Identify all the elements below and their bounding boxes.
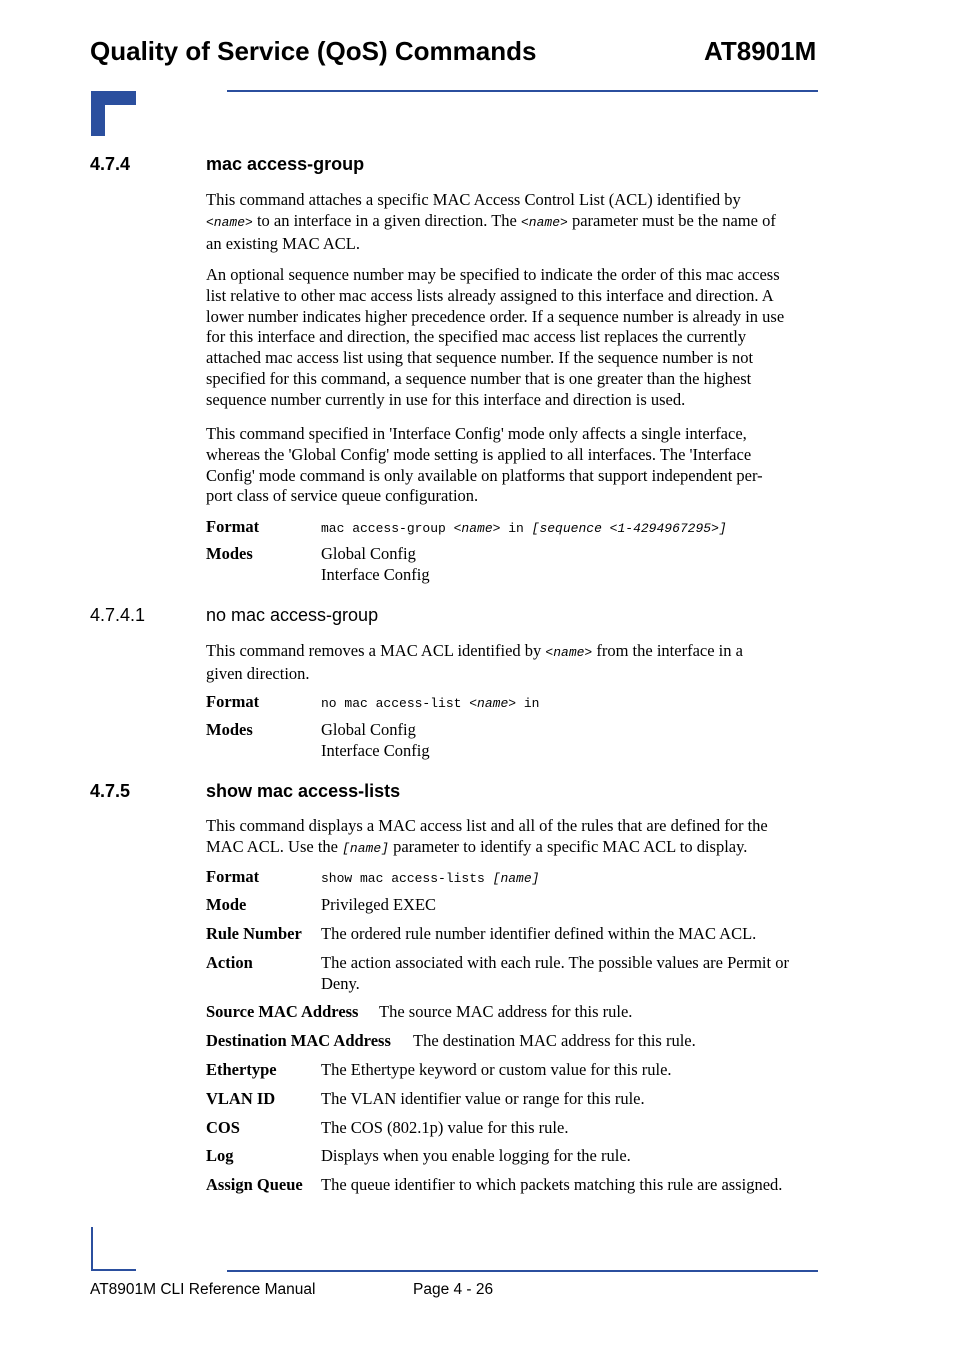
footer-rule xyxy=(227,1270,818,1272)
format-syntax xyxy=(321,871,539,886)
def-label-log: Log xyxy=(206,1146,234,1165)
text-line: An optional sequence number may be specified to indicate the order of this mac access xyxy=(206,265,780,284)
page-header-model: AT8901M xyxy=(704,36,817,66)
param-code: <name> xyxy=(545,645,593,660)
text-line: attached mac access list using that sequence number. If the sequence number is not xyxy=(206,348,754,368)
format-arg: [name] xyxy=(492,871,540,886)
def-value-source-mac: The source MAC address for this rule. xyxy=(379,1002,633,1021)
text-line: list relative to other mac access lists already assigned to this interface and direction. A xyxy=(206,285,774,305)
modes-label: Modes xyxy=(206,720,253,739)
def-value-cos: The COS (802.1p) value for this rule. xyxy=(321,1118,569,1137)
modes-values xyxy=(321,720,430,762)
text-line xyxy=(206,837,818,860)
def-value-ethertype: The Ethertype keyword or custom value for this rule. xyxy=(321,1060,672,1079)
def-value-vlan-id: The VLAN identifier value or range for this rule. xyxy=(321,1089,645,1108)
text-line: given direction. xyxy=(206,663,310,683)
page-header-title: Quality of Service (QoS) Commands xyxy=(90,36,537,66)
text-line: This command attaches a specific MAC Access Control List (ACL) identified by xyxy=(206,190,741,209)
section-number: 4.7.4 xyxy=(90,154,131,174)
text-fragment: This command removes a MAC ACL identified by xyxy=(206,641,546,660)
text-line: port class of service queue configuration. xyxy=(206,486,479,506)
footer-corner-vertical xyxy=(91,1227,93,1271)
format-label: Format xyxy=(206,692,260,711)
text-fragment: to an interface in a given direction. The xyxy=(252,210,521,230)
text-line: The action associated with each rule. The possible values are Permit or xyxy=(321,953,789,972)
param-code: <name> xyxy=(206,214,253,230)
def-value-action xyxy=(321,953,789,995)
def-label-destination-mac: Destination MAC Address xyxy=(206,1031,391,1050)
def-label-mode: Mode xyxy=(206,895,247,914)
footer-corner-horizontal xyxy=(91,1269,136,1271)
param-code: <name> xyxy=(521,214,568,230)
format-command: no mac access-list xyxy=(321,696,470,711)
format-command: show mac access-lists xyxy=(321,871,493,886)
def-value-assign-queue: The queue identifier to which packets matching this rule are assigned. xyxy=(321,1175,783,1194)
text-line: This command specified in 'Interface Config' mode only affects a single interface, xyxy=(206,424,747,443)
text-line: an existing MAC ACL. xyxy=(206,233,361,253)
section-title: show mac access-lists xyxy=(206,781,401,801)
corner-mark-horizontal xyxy=(91,91,136,105)
paragraph-description xyxy=(206,190,818,254)
format-command: mac access-group xyxy=(321,521,454,536)
mode-value: Global Config xyxy=(321,720,416,739)
def-label-vlan-id: VLAN ID xyxy=(206,1089,276,1108)
text-line: sequence number currently in use for this interface and direction is used. xyxy=(206,389,686,409)
mode-value: Interface Config xyxy=(321,740,430,760)
text-fragment: from the interface in a xyxy=(592,641,743,660)
mode-value: Global Config xyxy=(321,544,416,563)
def-label-ethertype: Ethertype xyxy=(206,1060,277,1079)
def-label-rule-number: Rule Number xyxy=(206,924,302,943)
footer-page-number: Page 4 - 26 xyxy=(413,1281,494,1298)
text-line: whereas the 'Global Config' mode setting is applied to all interfaces. The 'Interface xyxy=(206,444,752,464)
def-label-source-mac: Source MAC Address xyxy=(206,1002,359,1021)
paragraph-show-description xyxy=(206,816,818,860)
format-syntax xyxy=(321,696,539,711)
text-line: for this interface and direction, the specified mac access list replaces the currently xyxy=(206,327,747,347)
text-fragment: parameter must be the name of xyxy=(567,210,776,230)
section-title: mac access-group xyxy=(206,154,365,174)
def-label-assign-queue: Assign Queue xyxy=(206,1175,303,1194)
def-value-mode: Privileged EXEC xyxy=(321,895,437,914)
paragraph-no-description xyxy=(206,641,818,685)
format-keyword: in xyxy=(516,696,540,711)
text-line: Deny. xyxy=(321,973,360,993)
modes-label: Modes xyxy=(206,544,253,563)
text-line xyxy=(206,641,818,664)
format-label: Format xyxy=(206,517,260,536)
text-line: This command displays a MAC access list and all of the rules that are defined for the xyxy=(206,816,768,835)
text-line xyxy=(206,211,818,234)
paragraph-interface-config xyxy=(206,424,818,507)
subsection-number: 4.7.4.1 xyxy=(90,605,146,625)
format-arg: <name> xyxy=(469,696,517,711)
text-fragment: MAC ACL. Use the xyxy=(206,836,343,856)
format-keyword: in xyxy=(500,521,532,536)
format-syntax xyxy=(321,521,727,536)
text-line: Config' mode command is only available on platforms that support independent per- xyxy=(206,465,763,485)
def-value-log: Displays when you enable logging for the rule. xyxy=(321,1146,631,1165)
format-optional: [sequence <1-4294967295>] xyxy=(531,521,727,536)
mode-value: Interface Config xyxy=(321,564,430,584)
modes-values xyxy=(321,544,430,586)
param-code: [name] xyxy=(342,840,389,856)
header-rule xyxy=(227,90,818,92)
paragraph-sequence xyxy=(206,265,818,411)
section-number: 4.7.5 xyxy=(90,781,131,801)
footer-manual-title: AT8901M CLI Reference Manual xyxy=(90,1281,316,1298)
subsection-title: no mac access-group xyxy=(206,605,379,625)
format-arg: <name> xyxy=(453,521,501,536)
text-line: lower number indicates higher precedence order. If a sequence number is already in use xyxy=(206,306,785,326)
def-value-destination-mac: The destination MAC address for this rule. xyxy=(413,1031,696,1050)
text-line: specified for this command, a sequence number that is one greater than the highest xyxy=(206,368,752,388)
text-fragment: parameter to identify a specific MAC ACL to display. xyxy=(388,836,748,856)
format-label: Format xyxy=(206,867,260,886)
def-label-cos: COS xyxy=(206,1118,240,1137)
def-label-action: Action xyxy=(206,953,253,972)
def-value-rule-number: The ordered rule number identifier defined within the MAC ACL. xyxy=(321,924,757,943)
